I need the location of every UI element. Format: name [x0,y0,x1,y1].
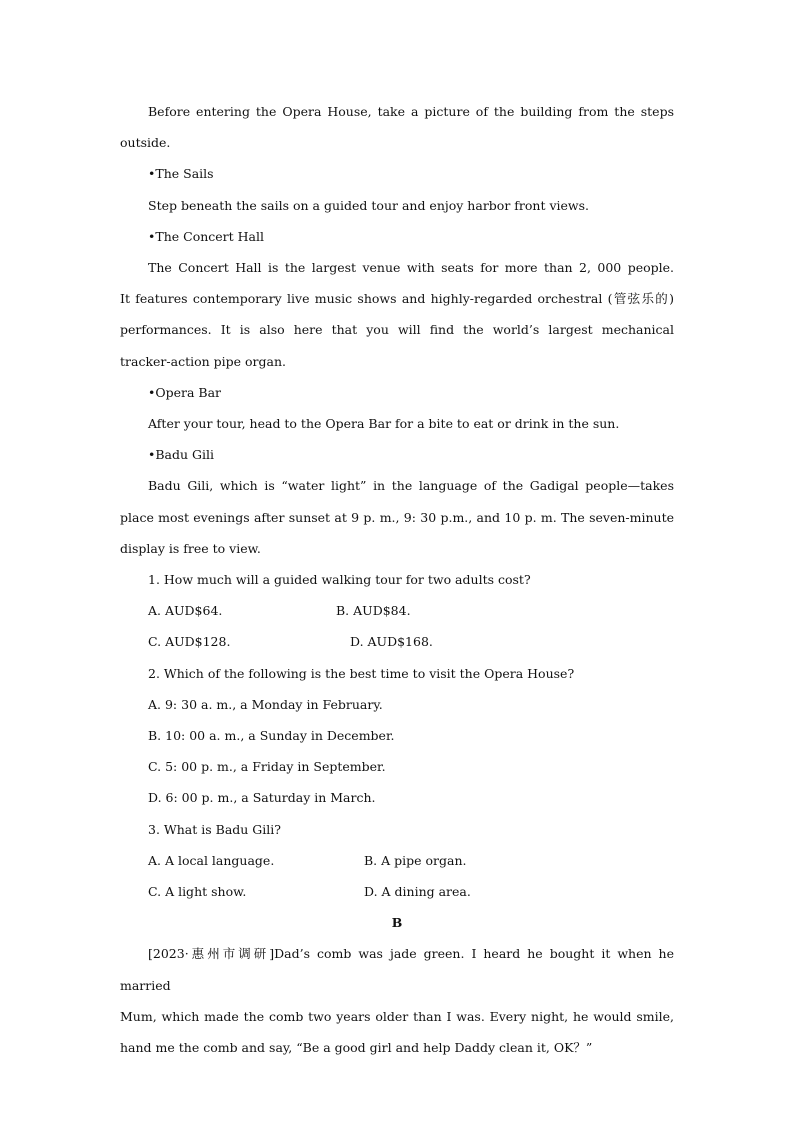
q2-option-d: D. 6: 00 p. m., a Saturday in March. [148,790,376,806]
q1-options-row-1 [120,595,674,626]
section-b-line-1: [2023·惠州市调研]Dad’s comb was jade green. I heard he bought it when he married [120,946,674,993]
section-b-line-3: hand me the comb and say, “Be a good girl and help Daddy clean it, OK？” [120,1040,593,1056]
bar-heading: •Opera Bar [148,384,222,400]
q3-options-row-1 [120,845,674,876]
concert-line-1: The Concert Hall is the largest venue with seats for more than 2, 000 people. [148,260,674,276]
section-b-label: B [391,915,403,931]
q2-option-a: A. 9: 30 a. m., a Monday in February. [148,696,383,712]
q1-options-row-2 [120,626,674,657]
badu-line-2: place most evenings after sunset at 9 p. m., 9: 30 p.m., and 10 p. m. The seven-minute [120,509,674,525]
concert-heading: •The Concert Hall [148,228,264,244]
question-2: 2. Which of the following is the best time to visit the Opera House? [148,665,575,681]
q3-option-a: A. A local language. [148,852,275,868]
question-1: 1. How much will a guided walking tour for two adults cost? [148,572,531,588]
q2-option-b: B. 10: 00 a. m., a Sunday in December. [148,728,395,744]
badu-heading: •Badu Gili [148,447,215,463]
q1-option-d: D. AUD$168. [350,634,433,650]
question-3: 3. What is Badu Gili? [148,821,281,837]
q3-option-d: D. A dining area. [364,884,471,900]
concert-line-2: It features contemporary live music shows and highly-regarded orchestral (管弦乐的) [120,291,674,307]
badu-line-3: display is free to view. [120,540,261,556]
sails-text: Step beneath the sails on a guided tour and enjoy harbor front views. [148,197,589,213]
intro-line-2: outside. [120,135,171,151]
q3-option-c: C. A light show. [148,884,247,900]
q1-option-b: B. AUD$84. [336,603,411,619]
badu-line-1: Badu Gili, which is “water light” in the language of the Gadigal people—takes [148,478,674,494]
q1-option-c: C. AUD$128. [148,634,231,650]
concert-line-3: performances. It is also here that you will find the world’s largest mechanical [120,322,674,338]
q3-options-row-2 [120,876,674,907]
sails-heading: •The Sails [148,166,214,182]
q3-option-b: B. A pipe organ. [364,852,467,868]
bar-text: After your tour, head to the Opera Bar for a bite to eat or drink in the sun. [148,416,620,432]
section-b-line-2: Mum, which made the comb two years older than I was. Every night, he would smile, [120,1008,674,1024]
intro-line-1: Before entering the Opera House, take a picture of the building from the steps [148,104,674,119]
q2-option-c: C. 5: 00 p. m., a Friday in September. [148,759,386,775]
concert-line-4: tracker-action pipe organ. [120,353,286,369]
document-page [120,96,674,1063]
q1-option-a: A. AUD$64. [148,603,223,619]
